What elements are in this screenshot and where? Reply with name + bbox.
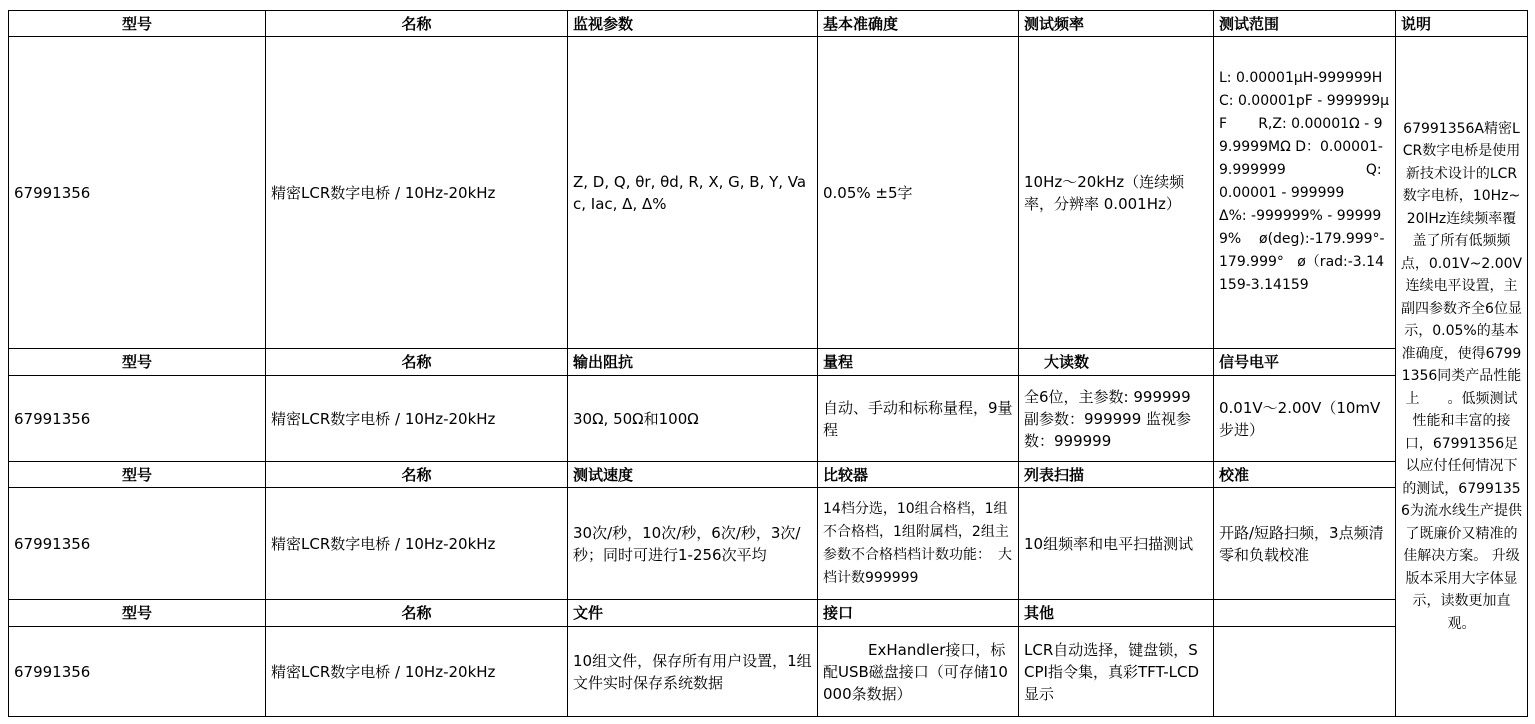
s3-test-speed: 30次/秒，10次/秒，6次/秒，3次/秒；同时可进行1-256次平均 — [567, 487, 818, 600]
s4-empty — [1213, 626, 1396, 717]
s3-header-list-scan: 列表扫描 — [1018, 461, 1214, 488]
s1-freq: 10Hz～20kHz（连续频率，分辨率 0.001Hz） — [1018, 36, 1214, 349]
s2-header-output-impedance: 输出阻抗 — [567, 348, 818, 376]
s4-other: LCR自动选择，键盘锁，SCPI指令集，真彩TFT-LCD显示 — [1018, 626, 1214, 717]
s4-model: 67991356 — [8, 626, 266, 717]
s3-header-calibration: 校准 — [1213, 461, 1396, 488]
s3-list-scan: 10组频率和电平扫描测试 — [1018, 487, 1214, 600]
s3-calibration: 开路/短路扫频，3点频清零和负载校准 — [1213, 487, 1396, 600]
s2-signal-level: 0.01V～2.00V（10mV步进） — [1213, 375, 1396, 462]
header-range: 测试范围 — [1213, 10, 1396, 37]
s3-model: 67991356 — [8, 487, 266, 600]
s2-header-model: 型号 — [8, 348, 266, 376]
s4-header-interface: 接口 — [817, 599, 1019, 627]
header-name: 名称 — [265, 10, 568, 37]
s2-header-range: 量程 — [817, 348, 1019, 376]
s1-accuracy: 0.05% ±5字 — [817, 36, 1019, 349]
s3-header-model: 型号 — [8, 461, 266, 488]
s4-header-empty — [1213, 599, 1396, 627]
s3-comparator: 14档分选，10组合格档，1组不合格档，1组附属档，2组主参数不合格档档计数功能： 大档计数999999 — [817, 487, 1019, 600]
s1-model: 67991356 — [8, 36, 266, 349]
s1-monitor: Z, D, Q, θr, θd, R, X, G, B, Y, Vac, Iac, Δ, Δ% — [567, 36, 818, 349]
s2-name: 精密LCR数字电桥 / 10Hz-20kHz — [265, 375, 568, 462]
header-accuracy: 基本准确度 — [817, 10, 1019, 37]
s3-name: 精密LCR数字电桥 / 10Hz-20kHz — [265, 487, 568, 600]
note-description: 67991356A精密LCR数字电桥是使用 新技术设计的LCR数字电桥，10Hz~20lHz连续频率覆盖了所有低频频点，0.01V~2.00V连续电平设置，主副四参数齐全6位显示，0.05%的基本准确度，使得67991356同类产品性能上 。低频测试性能和丰富的接口，67991356足以应付任何情况下的测试，67991356为流水线生产提供了既廉价又精准的 佳解决方案。 升级版本采用大字体显示，读数更加直观。 — [1395, 36, 1528, 717]
s4-interface: ExHandler接口，标配USB磁盘接口（可存储10000条数据） — [817, 626, 1019, 717]
s4-header-other: 其他 — [1018, 599, 1214, 627]
s4-header-file: 文件 — [567, 599, 818, 627]
s4-name: 精密LCR数字电桥 / 10Hz-20kHz — [265, 626, 568, 717]
header-note: 说明 — [1395, 10, 1528, 37]
header-freq: 测试频率 — [1018, 10, 1214, 37]
s2-output-impedance: 30Ω, 50Ω和100Ω — [567, 375, 818, 462]
s1-name: 精密LCR数字电桥 / 10Hz-20kHz — [265, 36, 568, 349]
s2-header-max-reading: 大读数 — [1018, 348, 1214, 376]
s2-header-signal-level: 信号电平 — [1213, 348, 1396, 376]
s3-header-test-speed: 测试速度 — [567, 461, 818, 488]
s3-header-name: 名称 — [265, 461, 568, 488]
s2-header-name: 名称 — [265, 348, 568, 376]
s2-max-reading: 全6位，主参数: 999999 副参数：999999 监视参数：999999 — [1018, 375, 1214, 462]
s3-header-comparator: 比较器 — [817, 461, 1019, 488]
header-model: 型号 — [8, 10, 266, 37]
s4-file: 10组文件，保存所有用户设置，1组文件实时保存系统数据 — [567, 626, 818, 717]
s4-header-model: 型号 — [8, 599, 266, 627]
s1-range: L: 0.00001μH-999999H C: 0.00001pF - 999999μF R,Z: 0.00001Ω - 99.9999MΩ D：0.00001-9.999999 Q: 0.00001 - 999999 Δ%: -999999% - 999999% ø(deg):-179.999°-179.999° ø（rad:-3.14159-3.14159 — [1213, 36, 1396, 349]
s2-model: 67991356 — [8, 375, 266, 462]
header-monitor: 监视参数 — [567, 10, 818, 37]
s2-range: 自动、手动和标称量程，9量程 — [817, 375, 1019, 462]
s4-header-name: 名称 — [265, 599, 568, 627]
